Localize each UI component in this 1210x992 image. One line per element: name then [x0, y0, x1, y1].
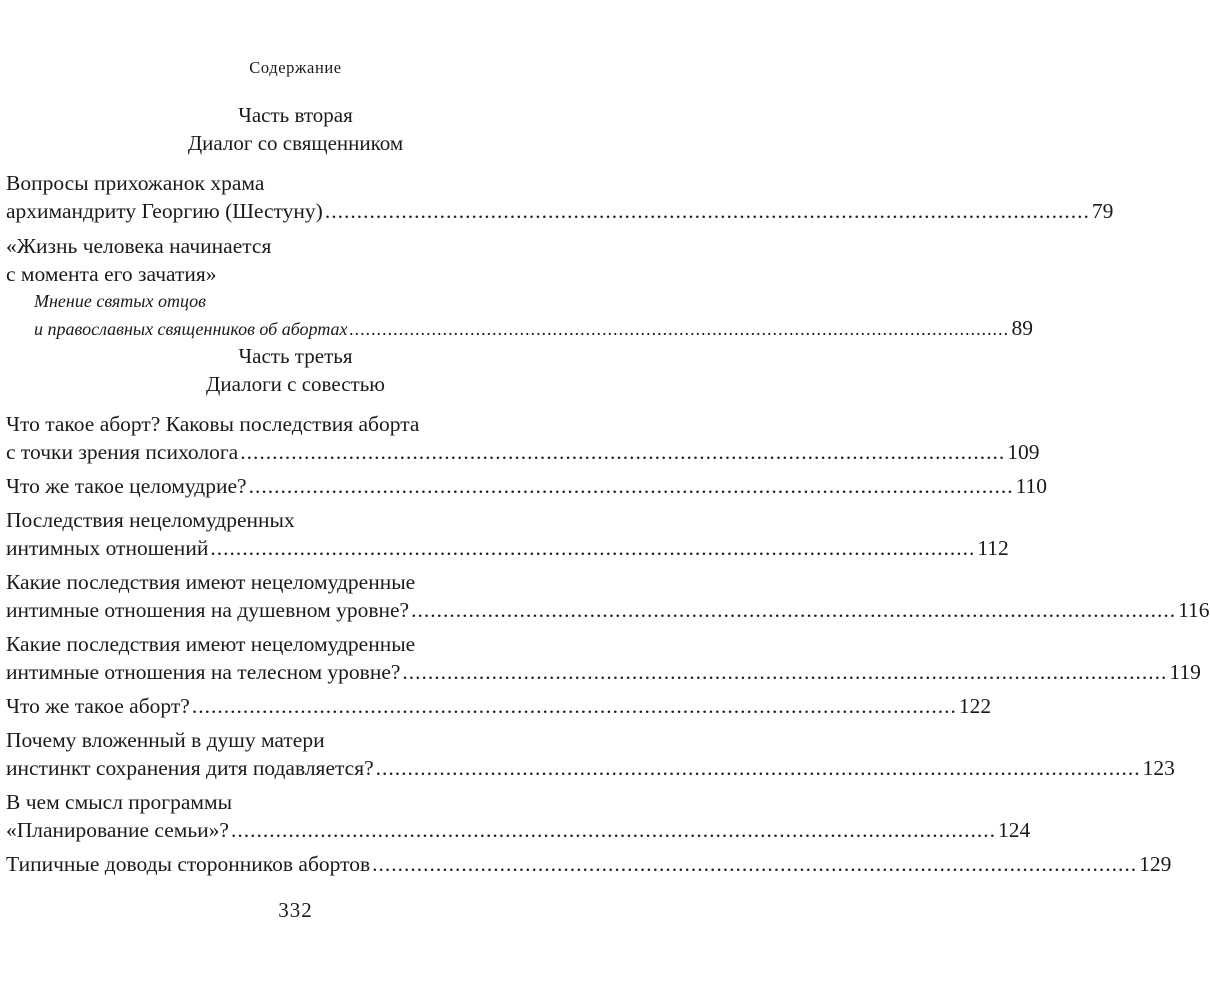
toc-entry-line: инстинкт сохранения дитя подавляется? [6, 756, 374, 780]
toc-entry-line: Что же такое целомудрие? [6, 474, 247, 498]
toc-entry[interactable] [6, 630, 1201, 686]
toc-entry[interactable] [6, 169, 1114, 225]
toc-entry[interactable] [6, 726, 1175, 782]
dot-leader: ........................................................................................................................ [402, 660, 1168, 684]
toc-entry-line: интимные отношения на душевном уровне? [6, 598, 410, 622]
part-three-subtitle: Диалоги с совестью [206, 372, 385, 396]
dot-leader: ........................................................................................................................ [230, 818, 996, 842]
part-two-heading [0, 101, 591, 157]
toc-entry[interactable] [6, 472, 1048, 500]
toc-entry-line: интимные отношения на телесном уровне? [6, 660, 401, 684]
toc-page-number: 124 [997, 818, 1031, 842]
toc-entry-line: архимандриту Георгию (Шестуну) [6, 199, 323, 223]
toc-entry-line: интимных отношений [6, 536, 209, 560]
part-two-subtitle: Диалог со священником [187, 131, 404, 155]
toc-entry[interactable] [6, 506, 1009, 562]
dot-leader: ........................................................................................................................ [375, 756, 1141, 780]
toc-entry[interactable] [6, 568, 1210, 624]
toc-entry-line: с момента его зачатия» [6, 262, 217, 286]
toc-page-number: 110 [1015, 474, 1048, 498]
toc-entry-line: Что такое аборт? Каковы последствия аборта [6, 412, 420, 436]
toc-subentry-line: Мнение святых отцов [34, 291, 206, 311]
toc-entry[interactable] [6, 410, 1040, 466]
dot-leader: ........................................................................................................................ [349, 319, 1010, 339]
running-head: Содержание [249, 58, 342, 77]
toc-page-number: 89 [1011, 316, 1034, 340]
dot-leader: ........................................................................................................................ [240, 440, 1006, 464]
toc-entry-line: Какие последствия имеют нецеломудренные [6, 570, 416, 594]
dot-leader: ........................................................................................................................ [411, 598, 1177, 622]
toc-entry-line: с точки зрения психолога [6, 440, 239, 464]
toc-page-number: 123 [1142, 756, 1175, 780]
toc-entry-line: «Жизнь человека начинается [6, 234, 272, 258]
toc-page-number: 119 [1169, 660, 1201, 684]
toc-entry[interactable] [6, 692, 992, 720]
part-two-entries [6, 169, 1114, 349]
dot-leader: ........................................................................................................................ [372, 852, 1138, 876]
dot-leader: ........................................................................................................................ [210, 536, 976, 560]
toc-entry-line: Типичные доводы сторонников абортов [6, 852, 371, 876]
toc-entry-line: Последствия нецеломудренных [6, 508, 295, 532]
part-three-title: Часть третья [238, 344, 353, 368]
page-number: 332 [278, 898, 313, 922]
part-two-title: Часть вторая [238, 103, 353, 127]
toc-entry-line: «Планирование семьи»? [6, 818, 229, 842]
dot-leader: ........................................................................................................................ [248, 474, 1014, 498]
toc-page-number: 109 [1007, 440, 1040, 464]
toc-entry-line: Почему вложенный в душу матери [6, 728, 325, 752]
toc-page-number: 79 [1091, 199, 1114, 223]
toc-subentry-line: и православных священников об абортах [34, 319, 348, 339]
part-three-entries [6, 410, 1210, 878]
toc-entry-line: Вопросы прихожанок храма [6, 171, 265, 195]
toc-page-number: 112 [977, 536, 1009, 560]
toc-page-number: 122 [958, 694, 992, 718]
toc-entry-line: Какие последствия имеют нецеломудренные [6, 632, 416, 656]
dot-leader: ........................................................................................................................ [191, 694, 957, 718]
toc-entry-line: В чем смысл программы [6, 790, 233, 814]
toc-entry[interactable] [6, 850, 1172, 878]
toc-page-number: 116 [1178, 598, 1210, 622]
toc-subentry[interactable] [6, 288, 1034, 343]
toc-entry-line: Что же такое аборт? [6, 694, 190, 718]
toc-entry[interactable] [6, 232, 526, 288]
dot-leader: ........................................................................................................................ [324, 199, 1090, 223]
toc-page-number: 129 [1139, 852, 1172, 876]
part-three-heading [0, 342, 591, 398]
toc-entry[interactable] [6, 788, 1031, 844]
